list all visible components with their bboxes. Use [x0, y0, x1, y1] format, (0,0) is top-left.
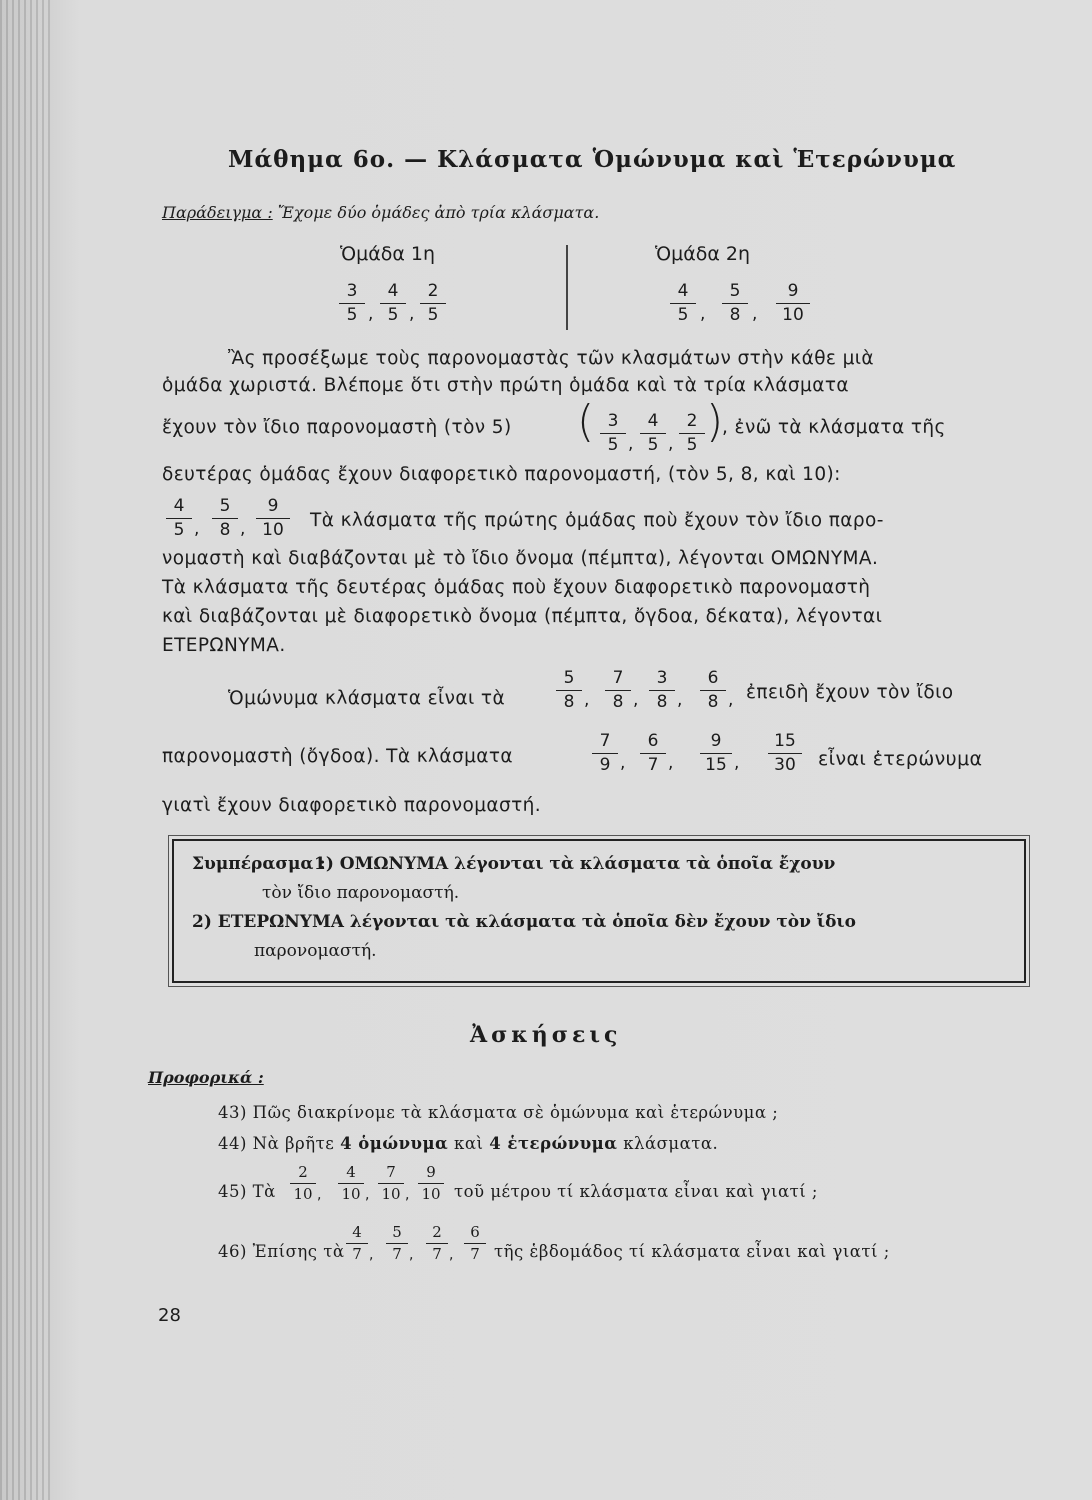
- conclusion-label: Συμπέρασμα :: [192, 854, 326, 874]
- group-divider: [566, 245, 568, 330]
- fraction: 6 7: [464, 1225, 486, 1262]
- paragraph-line: Τὰ κλάσματα τῆς δευτέρας ὁμάδας ποὺ ἔχουν διαφορετικὸ παρονομαστὴ: [162, 577, 871, 598]
- fraction: $\frac{9}{10}$: [256, 498, 290, 539]
- paragraph-line: καὶ διαβάζονται μὲ διαφορετικὸ ὄνομα (πέμπτα, ὄγδοα, δέκατα), λέγονται: [162, 606, 883, 627]
- fraction: $\frac{6}{8}$: [700, 670, 726, 711]
- paragraph-line: ΕΤΕΡΩΝΥΜΑ.: [162, 635, 286, 656]
- fraction: 5 7: [386, 1225, 408, 1262]
- fraction: 2 7: [426, 1225, 448, 1262]
- paragraph-line: ἔχουν τὸν ἴδιο παρονομαστὴ (τὸν 5): [162, 417, 512, 438]
- eteronyma-text: εἶναι ἑτερώνυμα: [818, 748, 983, 770]
- fraction: $\frac{9}{10}$: [776, 283, 810, 324]
- paragraph-line: Τὰ κλάσματα τῆς πρώτης ὁμάδας ποὺ ἔχουν τὸν ἴδιο παρο-: [310, 510, 884, 531]
- example-intro: [162, 203, 599, 222]
- conclusion-line: παρονομαστή.: [254, 941, 377, 961]
- fraction: $\frac{2}{5}$: [420, 283, 446, 324]
- fraction: $\frac{5}{8}$: [212, 498, 238, 539]
- fraction: $\frac{9}{15}$: [700, 733, 732, 774]
- omonyma-text: Ὁμώνυμα κλάσματα εἶναι τὰ: [228, 688, 506, 709]
- fraction: $\frac{3}{5}$: [339, 283, 365, 324]
- group1-label: Ὁμάδα 1η: [340, 243, 436, 265]
- group2-label: Ὁμάδα 2η: [655, 243, 751, 265]
- exercise-45-text: τοῦ μέτρου τί κλάσματα εἶναι καὶ γιατί ;: [454, 1182, 818, 1201]
- fraction: $\frac{5}{8}$: [556, 670, 582, 711]
- fraction: 4 7: [346, 1225, 368, 1262]
- fraction: $\frac{5}{8}$: [722, 283, 748, 324]
- paragraph-line: ὁμάδα χωριστά. Βλέπομε ὅτι στὴν πρώτη ὁμάδα καὶ τὰ τρία κλάσματα: [162, 375, 849, 396]
- paragraph-line: νομαστὴ καὶ διαβάζονται μὲ τὸ ἴδιο ὄνομα (πέμπτα), λέγονται ΟΜΩΝΥΜΑ.: [162, 548, 879, 569]
- fraction: 2 10: [290, 1165, 316, 1202]
- fraction: 4 10: [338, 1165, 364, 1202]
- conclusion-line: τὸν ἴδιο παρονομαστή.: [262, 883, 460, 903]
- eteronyma-text: παρονομαστὴ (ὄγδοα). Τὰ κλάσματα: [162, 746, 514, 767]
- omonyma-text: ἐπειδὴ ἔχουν τὸν ἴδιο: [746, 682, 954, 703]
- paragraph-line: Ἂς προσέξωμε τοὺς παρονομαστὰς τῶν κλασμάτων στὴν κάθε μιὰ: [228, 348, 875, 369]
- exercise-45-text: 45) Τὰ: [218, 1182, 276, 1201]
- conclusion-line: 2) ΕΤΕΡΩΝΥΜΑ λέγονται τὰ κλάσματα τὰ ὁποῖα δὲν ἔχουν τὸν ἴδιο: [192, 912, 856, 932]
- oral-label: Προφορικά :: [148, 1068, 264, 1087]
- fraction: $\frac{7}{9}$: [592, 733, 618, 774]
- fraction: $\frac{4}{5}$: [640, 413, 666, 454]
- fraction: $\frac{4}{5}$: [166, 498, 192, 539]
- conclusion-line: 1) ΟΜΩΝΥΜΑ λέγονται τὰ κλάσματα τὰ ὁποῖα ἔχουν: [314, 854, 836, 874]
- fraction: $\frac{4}{5}$: [380, 283, 406, 324]
- paragraph-line: , ἐνῶ τὰ κλάσματα τῆς: [722, 417, 946, 438]
- fraction: $\frac{3}{8}$: [649, 670, 675, 711]
- example-label: Παράδειγμα :: [162, 203, 273, 222]
- page-number: 28: [158, 1305, 181, 1326]
- eteronyma-text: γιατὶ ἔχουν διαφορετικὸ παρονομαστή.: [162, 795, 542, 816]
- fraction: 7 10: [378, 1165, 404, 1202]
- fraction: 9 10: [418, 1165, 444, 1202]
- example-text: Ἔχομε δύο ὁμάδες ἀπὸ τρία κλάσματα.: [277, 203, 600, 222]
- fraction: $\frac{15}{30}$: [768, 733, 802, 774]
- lesson-title: Μάθημα 6ο. — Κλάσματα Ὁμώνυμα καὶ Ἑτερώνυμα: [228, 146, 957, 173]
- fraction: $\frac{7}{8}$: [605, 670, 631, 711]
- fraction: $\frac{6}{7}$: [640, 733, 666, 774]
- exercise-46-text: 46) Ἐπίσης τὰ: [218, 1242, 345, 1261]
- page-edges: [0, 0, 50, 1500]
- exercise-44: 44) Νὰ βρῆτε 4 ὁμώνυμα καὶ 4 ἑτερώνυμα κλάσματα.: [218, 1134, 719, 1153]
- exercise-43: 43) Πῶς διακρίνομε τὰ κλάσματα σὲ ὁμώνυμα καὶ ἑτερώνυμα ;: [218, 1103, 779, 1122]
- fraction: $\frac{2}{5}$: [679, 413, 705, 454]
- conclusion-box: [172, 839, 1026, 983]
- fraction: $\frac{4}{5}$: [670, 283, 696, 324]
- exercise-46-text: τῆς ἑβδομάδος τί κλάσματα εἶναι καὶ γιατί ;: [494, 1242, 890, 1261]
- paragraph-line: δευτέρας ὁμάδας ἔχουν διαφορετικὸ παρονομαστή, (τὸν 5, 8, καὶ 10):: [162, 464, 841, 485]
- exercises-heading: Ἀσκήσεις: [470, 1022, 622, 1048]
- fraction: $\frac{3}{5}$: [600, 413, 626, 454]
